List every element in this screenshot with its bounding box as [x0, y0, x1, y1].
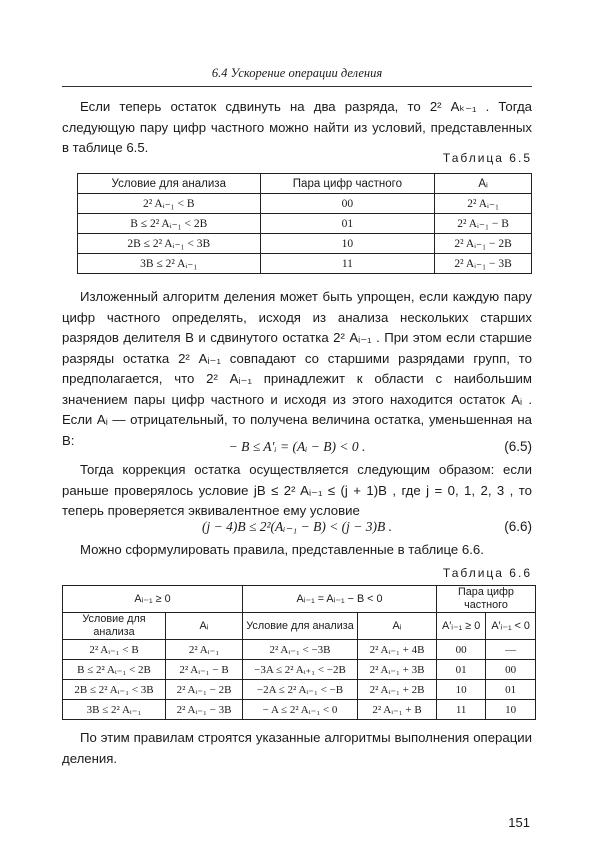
table-row	[78, 234, 532, 254]
table-6-5-header: Aᵢ	[435, 174, 532, 194]
table-6-6-subheader: Условие для анализа	[243, 613, 358, 640]
cell: 01	[437, 660, 486, 680]
table-6-6-group-header: Aᵢ₋₁ ≥ 0	[63, 586, 243, 613]
cell: 3B ≤ 2² Aᵢ₋₁	[63, 700, 166, 720]
cell: 2² Aᵢ₋₁ + 4B	[358, 640, 437, 660]
paragraph-3: Тогда коррекция остатка осуществляется следующим образом: если раньше проверялось условие jB ≤ 2² Aᵢ₋₁ ≤ (j + 1)B , где j = 0, 1, 2, 3 , то теперь проверяется эквивалентное ему условие	[62, 462, 532, 518]
cell: 2² Aᵢ₋₁ − 2B	[435, 234, 532, 254]
table-6-6-subheader: Aᵢ	[166, 613, 243, 640]
cell: 2² Aᵢ₋₁ − 3B	[435, 254, 532, 274]
table-row	[63, 700, 536, 720]
table-6-6-caption: Таблица 6.6	[442, 566, 532, 580]
table-row	[63, 660, 536, 680]
table-row	[78, 254, 532, 274]
equation-6-5-number: (6.5)	[504, 439, 532, 454]
paragraph-2: Изложенный алгоритм деления может быть упрощен, если каждую пару цифр частного определять, исходя из анализа нескольких старших разрядов делителя B и сдвинутого остатка 2² Aᵢ₋₁ . При этом если старшие разряды остатка 2² Aᵢ₋₁ совпадают со старшими разрядами групп, то предполагается, что 2² Aᵢ₋₁ принадлежит к области с наибольшим значением пары цифр частного и исходя из этого находится остаток Aᵢ . Если Aᵢ — отрицательный, то получена величина остатка, уменьшенная на B:	[62, 289, 532, 448]
cell: 10	[437, 680, 486, 700]
cell: 2² Aᵢ₋₁ + 3B	[358, 660, 437, 680]
cell: 2² Aᵢ₋₁ − B	[435, 214, 532, 234]
cell: 2B ≤ 2² Aᵢ₋₁ < 3B	[78, 234, 261, 254]
table-6-6-group-header: Aᵢ₋₁ = Aᵢ₋₁ − B < 0	[243, 586, 437, 613]
cell: 2² Aᵢ₋₁ − B	[166, 660, 243, 680]
cell: 2² Aᵢ₋₁	[435, 194, 532, 214]
table-6-5-caption: Таблица 6.5	[442, 151, 532, 165]
cell: 2² Aᵢ₋₁ − 2B	[166, 680, 243, 700]
table-row	[78, 194, 532, 214]
cell: −2A ≤ 2² Aᵢ₋₁ < −B	[243, 680, 358, 700]
cell: 11	[260, 254, 435, 274]
table-6-5-header: Пара цифр частного	[260, 174, 435, 194]
table-6-6-subheader: Условие для анализа	[63, 613, 166, 640]
cell: 2B ≤ 2² Aᵢ₋₁ < 3B	[63, 680, 166, 700]
cell: 2² Aᵢ₋₁ < −3B	[243, 640, 358, 660]
table-6-6-subheader: Aᵢ	[358, 613, 437, 640]
cell: 2² Aᵢ₋₁	[166, 640, 243, 660]
cell: 2² Aᵢ₋₁ − 3B	[166, 700, 243, 720]
paragraph-4: Можно сформулировать правила, представленные в таблице 6.6.	[80, 542, 484, 557]
equation-6-6-number: (6.6)	[504, 519, 532, 534]
cell: B ≤ 2² Aᵢ₋₁ < 2B	[78, 214, 261, 234]
table-row	[63, 680, 536, 700]
cell: 3B ≤ 2² Aᵢ₋₁	[78, 254, 261, 274]
paragraph-5: По этим правилам строятся указанные алгоритмы выполнения операции деления.	[62, 730, 532, 766]
cell: 2² Aᵢ₋₁ < B	[78, 194, 261, 214]
equation-6-6: (j − 4)B ≤ 2²(Aᵢ₋₁ − B) < (j − 3)B .	[201, 519, 393, 534]
cell: 01	[486, 680, 536, 700]
cell: 2² Aᵢ₋₁ < B	[63, 640, 166, 660]
cell: —	[486, 640, 536, 660]
table-6-6-group-header: Пара цифр частного	[437, 586, 536, 613]
cell: 10	[260, 234, 435, 254]
page-number: 151	[508, 815, 530, 830]
cell: 00	[260, 194, 435, 214]
cell: B ≤ 2² Aᵢ₋₁ < 2B	[63, 660, 166, 680]
paragraph-1: Если теперь остаток сдвинуть на два разряда, то 2² Aₖ₋₁ . Тогда следующую пару цифр частного можно найти из условий, представленных в таблице 6.5.	[62, 99, 532, 155]
cell: 01	[260, 214, 435, 234]
cell: 11	[437, 700, 486, 720]
cell: 10	[486, 700, 536, 720]
table-row	[63, 640, 536, 660]
cell: −3A ≤ 2² Aᵢ₊₁ < −2B	[243, 660, 358, 680]
cell: − A ≤ 2² Aᵢ₋₁ < 0	[243, 700, 358, 720]
cell: 2² Aᵢ₋₁ + B	[358, 700, 437, 720]
equation-6-5: − B ≤ A′ᵢ = (Aᵢ − B) < 0 .	[228, 439, 366, 454]
cell: 2² Aᵢ₋₁ + 2B	[358, 680, 437, 700]
table-6-5	[77, 173, 532, 274]
table-6-5-header: Условие для анализа	[78, 174, 261, 194]
running-header: 6.4 Ускорение операции деления	[62, 66, 532, 87]
cell: 00	[486, 660, 536, 680]
table-6-6-subheader: A′ᵢ₋₁ ≥ 0	[437, 613, 486, 640]
table-6-6	[62, 585, 536, 720]
table-row	[78, 214, 532, 234]
cell: 00	[437, 640, 486, 660]
table-6-6-subheader: A′ᵢ₋₁ < 0	[486, 613, 536, 640]
